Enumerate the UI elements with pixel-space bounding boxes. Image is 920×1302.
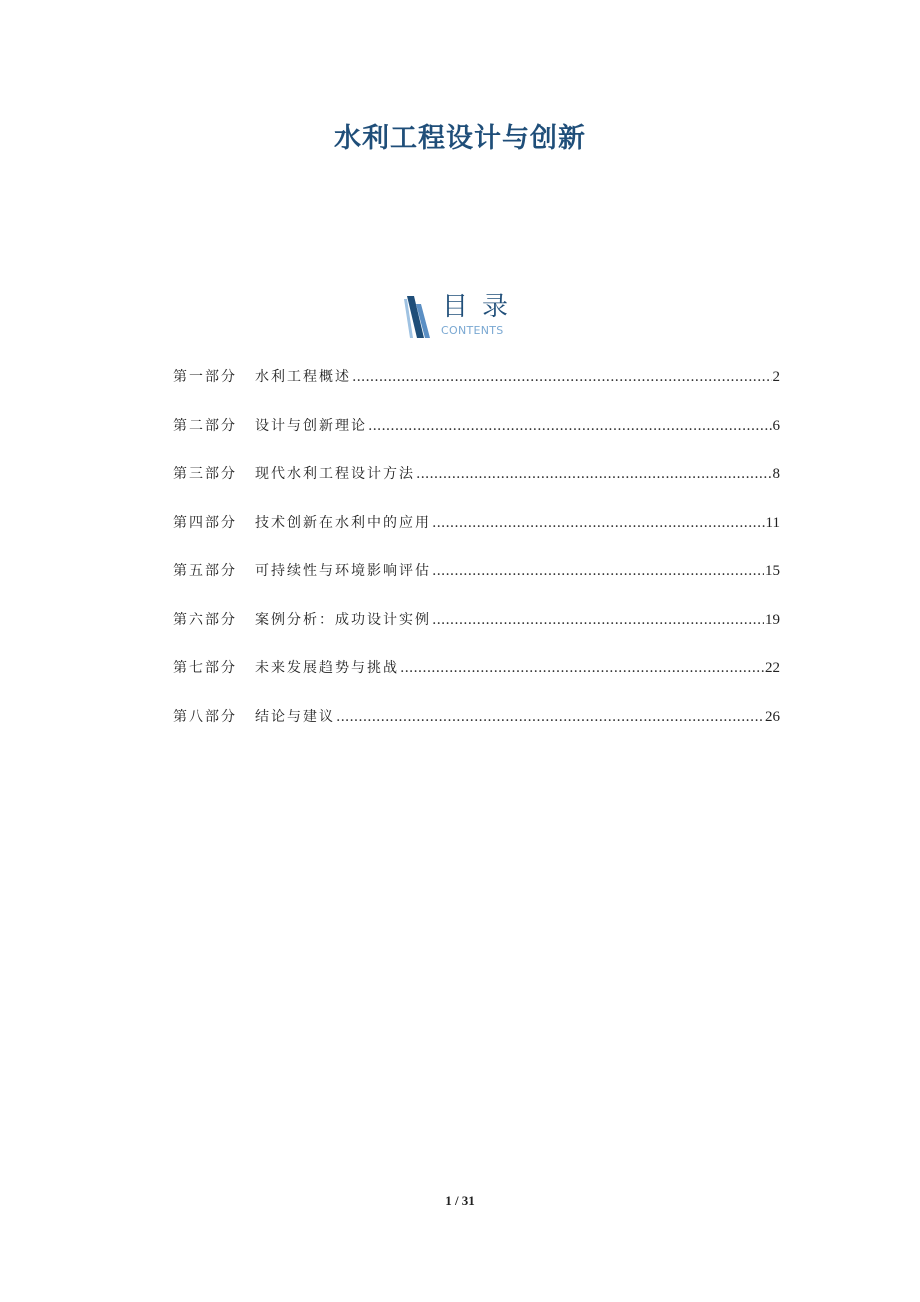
toc-dot-leader <box>352 366 772 388</box>
table-of-contents <box>173 366 780 754</box>
toc-entry-part: 第七部分 <box>173 660 237 676</box>
toc-entry-5[interactable] <box>173 560 780 609</box>
toc-entry-part: 第五部分 <box>173 563 237 579</box>
toc-dot-leader <box>400 657 764 679</box>
toc-dot-leader <box>368 415 772 437</box>
toc-entry-page: 8 <box>772 466 780 482</box>
toc-entry-3[interactable] <box>173 463 780 512</box>
toc-entry-part: 第二部分 <box>173 417 237 434</box>
toc-entry-title: 案例分析：成功设计实例 <box>255 611 431 628</box>
toc-entry-title: 现代水利工程设计方法 <box>255 466 415 482</box>
toc-dot-leader <box>432 512 765 534</box>
toc-entry-part: 第八部分 <box>173 708 237 725</box>
toc-entry-title: 未来发展趋势与挑战 <box>255 660 399 676</box>
toc-dot-leader <box>432 609 764 631</box>
toc-entry-part: 第一部分 <box>173 369 237 385</box>
toc-dot-leader <box>432 560 764 582</box>
toc-entry-2[interactable] <box>173 415 780 464</box>
toc-heading: 目录 <box>442 292 523 322</box>
toc-subheading: CONTENTS <box>441 324 504 337</box>
toc-entry-page: 22 <box>765 660 780 676</box>
toc-dot-leader <box>336 706 764 728</box>
toc-entry-page: 11 <box>765 514 780 531</box>
toc-dot-leader <box>416 463 772 485</box>
toc-entry-title: 技术创新在水利中的应用 <box>255 514 431 531</box>
toc-entry-title: 设计与创新理论 <box>255 417 367 434</box>
blue-slanted-bars-icon <box>404 296 432 338</box>
toc-entry-title: 水利工程概述 <box>255 369 351 385</box>
toc-entry-page: 19 <box>765 611 780 628</box>
toc-entry-7[interactable] <box>173 657 780 706</box>
toc-header <box>404 294 524 340</box>
toc-entry-page: 15 <box>765 563 780 579</box>
toc-entry-6[interactable] <box>173 609 780 658</box>
toc-entry-1[interactable] <box>173 366 780 415</box>
toc-entry-4[interactable] <box>173 512 780 561</box>
page-number: 1 / 31 <box>445 1193 475 1208</box>
toc-entry-part: 第四部分 <box>173 514 237 531</box>
toc-entry-part: 第三部分 <box>173 466 237 482</box>
document-title: 水利工程设计与创新 <box>334 123 586 154</box>
toc-entry-title: 可持续性与环境影响评估 <box>255 563 431 579</box>
toc-entry-8[interactable] <box>173 706 780 755</box>
toc-entry-part: 第六部分 <box>173 611 237 628</box>
toc-entry-page: 2 <box>772 369 780 385</box>
toc-entry-title: 结论与建议 <box>255 708 335 725</box>
toc-entry-page: 26 <box>765 708 780 725</box>
toc-entry-page: 6 <box>772 417 780 434</box>
